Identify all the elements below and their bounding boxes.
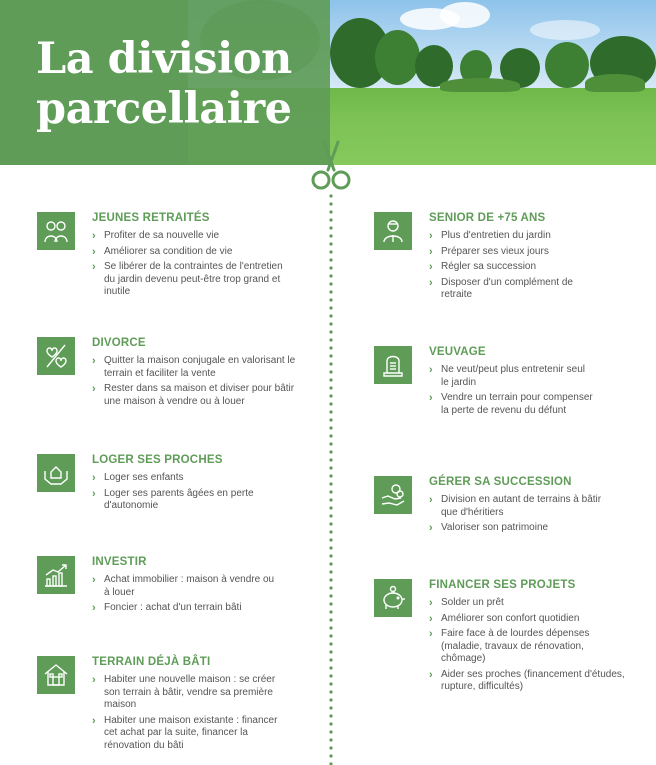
bullet-list <box>92 574 277 618</box>
list-item: › Faire face à de lourdes dépenses (maladie, travaux de rénovation, chômage) <box>429 628 629 666</box>
section-title: JEUNES RETRAITÉS <box>92 212 210 224</box>
list-item: › Division en autant de terrains à bâtir que d'héritiers <box>429 494 614 519</box>
bullet-list <box>92 472 297 516</box>
hedge <box>585 74 645 92</box>
list-item: › Vendre un terrain pour compenser la perte de revenu du défunt <box>429 392 594 417</box>
list-item: › Valoriser son patrimoine <box>429 522 614 535</box>
list-item: › Ne veut/peut plus entretenir seul le jardin <box>429 364 594 389</box>
list-item: › Foncier : achat d'un terrain bâti <box>92 602 277 615</box>
section-title: TERRAIN DÉJÀ BÂTI <box>92 656 211 668</box>
section-divorce <box>37 337 307 417</box>
tree <box>545 42 589 88</box>
couple-icon <box>37 212 75 250</box>
list-item: › Plus d'entretien du jardin <box>429 230 604 243</box>
piggy-bank-icon <box>374 579 412 617</box>
bullet-list <box>92 355 307 411</box>
list-item: › Préparer ses vieux jours <box>429 246 604 259</box>
bullet-list <box>92 674 287 755</box>
cloud <box>440 2 490 28</box>
section-loger-ses-proches <box>37 454 297 524</box>
section-title: INVESTIR <box>92 556 147 568</box>
list-item: › Achat immobilier : maison à vendre ou à louer <box>92 574 277 599</box>
bullet-list <box>429 230 604 305</box>
dotted-divider <box>329 192 333 765</box>
growth-chart-icon <box>37 556 75 594</box>
section-financer-ses-projets <box>374 579 644 699</box>
list-item: › Améliorer son confort quotidien <box>429 613 629 626</box>
bullet-list <box>429 597 629 697</box>
hand-coins-icon <box>374 476 412 514</box>
page-title <box>36 34 292 134</box>
bullet-list <box>429 494 614 538</box>
list-item: › Loger ses enfants <box>92 472 297 485</box>
list-item: › Aider ses proches (financement d'études, rupture, difficultés) <box>429 669 629 694</box>
section-veuvage <box>374 346 624 441</box>
section-title: LOGER SES PROCHES <box>92 454 223 466</box>
section-investir <box>37 556 297 626</box>
cloud <box>530 20 600 40</box>
senior-icon <box>374 212 412 250</box>
hedge <box>440 78 520 92</box>
bullet-list <box>429 364 594 420</box>
tombstone-icon <box>374 346 412 384</box>
list-item: › Habiter une maison existante : financer cet achat par la suite, financer la rénovation du bâti <box>92 715 287 753</box>
bullet-list <box>92 230 287 302</box>
section-title: DIVORCE <box>92 337 146 349</box>
section-title: VEUVAGE <box>429 346 486 358</box>
section-senior-75-ans <box>374 212 624 307</box>
list-item: › Quitter la maison conjugale en valorisant le terrain et faciliter la vente <box>92 355 307 380</box>
list-item: › Loger ses parents âgées en perte d'autonomie <box>92 488 297 513</box>
section-gerer-sa-succession <box>374 476 624 546</box>
house-icon <box>37 656 75 694</box>
hands-house-icon <box>37 454 75 492</box>
section-jeunes-retraites <box>37 212 287 302</box>
list-item: › Se libérer de la contraintes de l'entretien du jardin devenu peut-être trop grand et inutile <box>92 261 287 299</box>
tree <box>375 30 420 85</box>
section-title: GÉRER SA SUCCESSION <box>429 476 572 488</box>
page-title-line1: La division <box>36 34 292 84</box>
section-terrain-deja-bati <box>37 656 297 756</box>
list-item: › Habiter une nouvelle maison : se créer son terrain à bâtir, vendre sa première maison <box>92 674 287 712</box>
scissors-icon <box>308 140 354 192</box>
broken-hearts-icon <box>37 337 75 375</box>
section-title: FINANCER SES PROJETS <box>429 579 576 591</box>
list-item: › Améliorer sa condition de vie <box>92 246 287 259</box>
list-item: › Rester dans sa maison et diviser pour bâtir une maison à vendre ou à louer <box>92 383 307 408</box>
list-item: › Solder un prêt <box>429 597 629 610</box>
section-title: SENIOR DE +75 ANS <box>429 212 546 224</box>
page-title-line2: parcellaire <box>36 84 292 134</box>
list-item: › Régler sa succession <box>429 261 604 274</box>
list-item: › Profiter de sa nouvelle vie <box>92 230 287 243</box>
list-item: › Disposer d'un complément de retraite <box>429 277 604 302</box>
